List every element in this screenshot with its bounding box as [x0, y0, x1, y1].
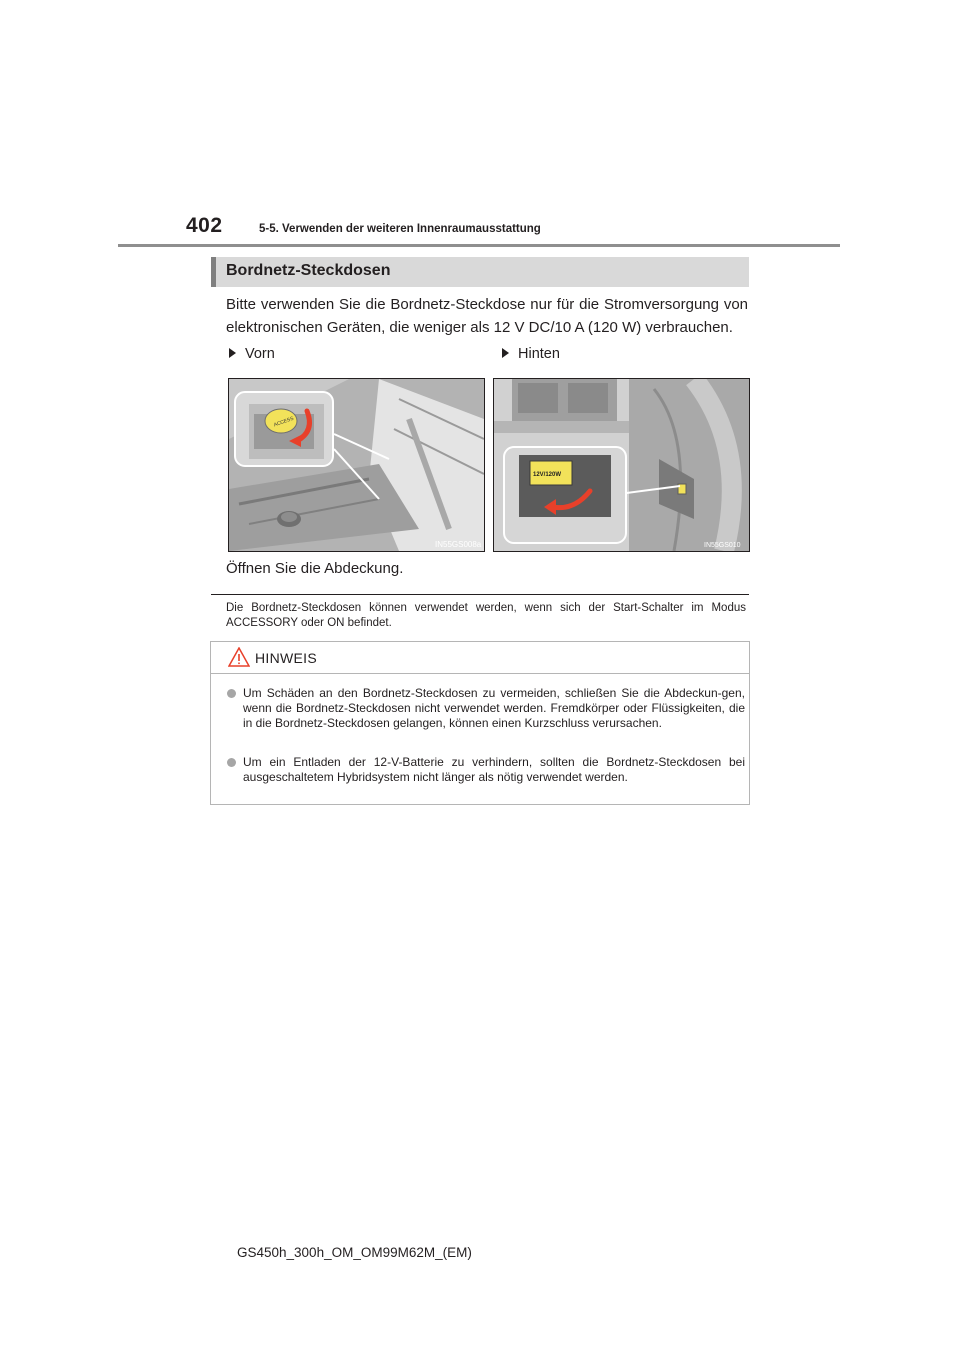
bullet-icon: [227, 758, 236, 767]
warning-box: [210, 641, 750, 805]
triangle-bullet-icon: [229, 348, 236, 358]
rear-socket-photo: [493, 378, 750, 552]
figure-label-front-text: Vorn: [245, 346, 275, 362]
figure-label-front: [229, 346, 275, 362]
chapter-title: 5-5. Verwenden der weiteren Innenraumausstattung: [259, 223, 541, 235]
warning-triangle-icon: [228, 647, 250, 667]
figure-label-rear-text: Hinten: [518, 346, 560, 362]
note-paragraph: Die Bordnetz-Steckdosen können verwendet werden, wenn sich der Start-Schalter im Modus ACCESSORY oder ON befindet.: [226, 602, 746, 629]
rear-socket-cap-text: 12V/120W: [533, 472, 562, 478]
warning-item-text: Um Schäden an den Bordnetz-Steckdosen zu vermeiden, schließen Sie die Abdeckun-gen, wenn die Bordnetz-Steckdosen nicht verwendet werden. Fremdkörper oder Flüssigkeiten, die in die Bordnetz-Steckdosen gelangen, können einen Kurzschluss verursachen.: [243, 686, 745, 730]
section-heading: [211, 257, 749, 287]
bullet-icon: [227, 689, 236, 698]
warning-item-text: Um ein Entladen der 12-V-Batterie zu verhindern, sollten die Bordnetz-Steckdosen bei ausgeschaltetem Hybridsystem nicht länger als nötig verwendet werden.: [243, 755, 745, 784]
header-rule: [118, 244, 840, 247]
front-socket-cap-text: ACCESS: [273, 415, 295, 429]
footer-doc-id: GS450h_300h_OM_OM99M62M_(EM): [237, 1245, 472, 1260]
warning-item: [227, 686, 745, 731]
triangle-bullet-icon: [502, 348, 509, 358]
rear-socket-illustration: [494, 379, 749, 551]
warning-title: HINWEIS: [255, 650, 317, 666]
warning-header: [211, 642, 749, 674]
front-socket-illustration: [229, 379, 484, 551]
rear-photo-code: IN55GS010: [704, 542, 741, 549]
divider: [211, 594, 749, 595]
warning-item: [227, 755, 745, 785]
front-photo-code: IN55GS008a: [435, 540, 482, 549]
front-socket-photo: [228, 378, 485, 552]
page-number: 402: [186, 214, 223, 237]
section-title: Bordnetz-Steckdosen: [226, 262, 391, 279]
figure-label-rear: [502, 346, 560, 362]
instruction-text: Öffnen Sie die Abdeckung.: [226, 560, 404, 577]
intro-paragraph: Bitte verwenden Sie die Bordnetz-Steckdose nur für die Stromversorgung von elektronischen Geräten, die weniger als 12 V DC/10 A (120 W) verbrauchen.: [226, 296, 748, 336]
